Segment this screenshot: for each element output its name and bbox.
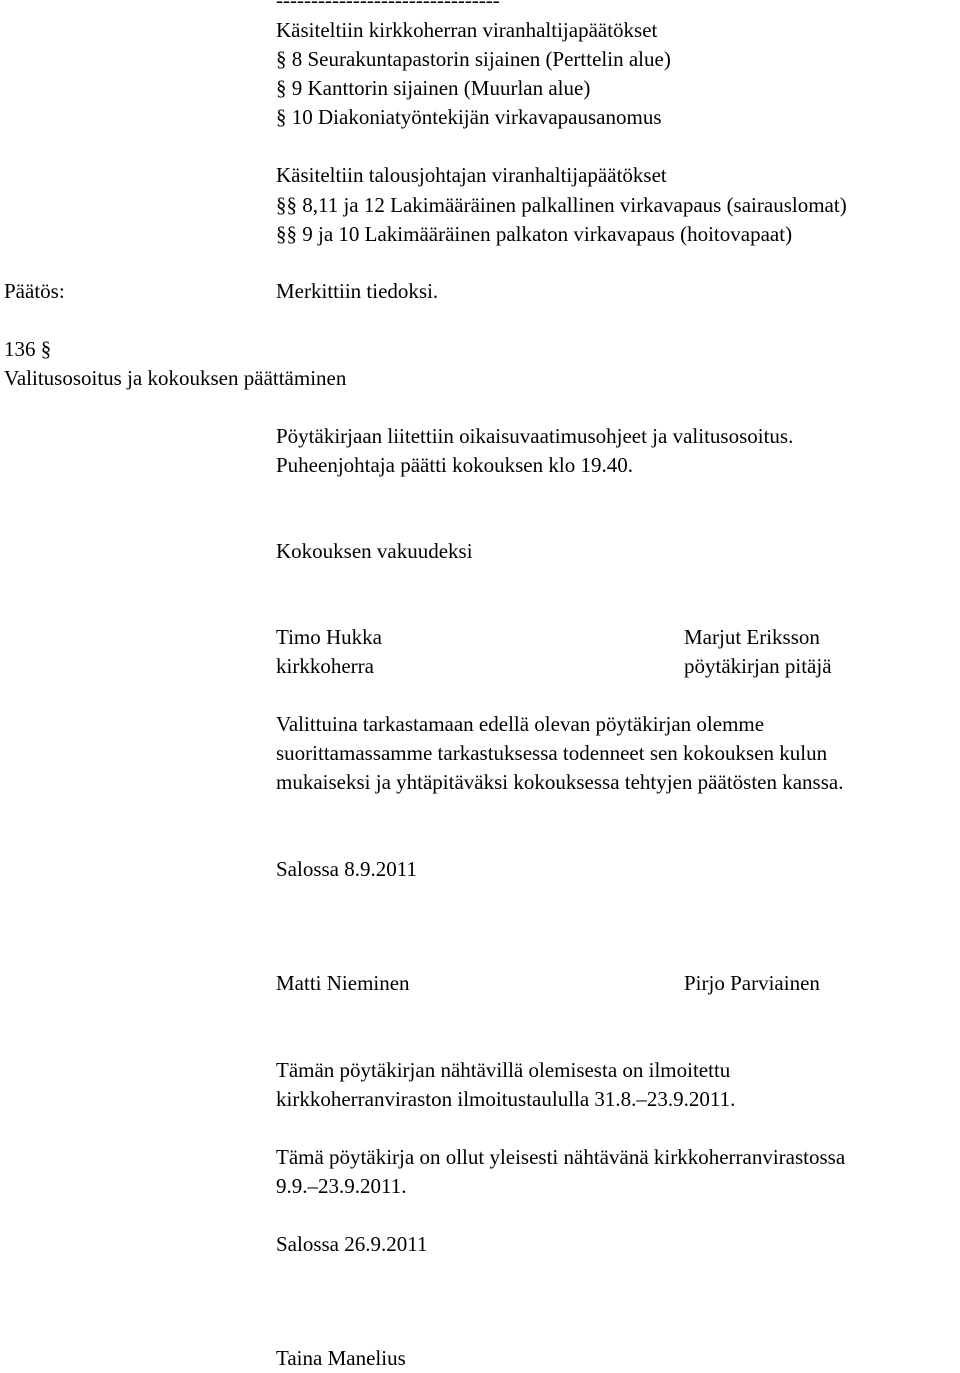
final-place-date: Salossa 26.9.2011 — [276, 1232, 428, 1256]
body-line: Pöytäkirjaan liitettiin oikaisuvaatimusohjeet ja valitusosoitus. — [276, 424, 794, 448]
top-rule: -------------------------------- — [276, 0, 500, 12]
review-place-date: Salossa 8.9.2011 — [276, 857, 417, 881]
section-number: 136 § — [4, 337, 52, 361]
section-sign: §§ — [276, 193, 297, 217]
signatory-name: Marjut Eriksson — [684, 625, 820, 649]
final-signer: Taina Manelius — [276, 1346, 406, 1370]
item-text: 8,11 ja 12 Lakimääräinen palkallinen virkavapaus (sairauslomat) — [297, 193, 847, 217]
display-line: 9.9.–23.9.2011. — [276, 1174, 407, 1198]
talous-item — [276, 220, 792, 249]
decision-label: Päätös: — [4, 279, 65, 303]
item-text: 10 Diakoniatyöntekijän virkavapausanomus — [286, 105, 662, 129]
reviewer-name: Matti Nieminen — [276, 971, 410, 995]
kirkkoherra-item — [276, 74, 590, 103]
signatory-role: pöytäkirjan pitäjä — [684, 654, 832, 678]
signatory-role: kirkkoherra — [276, 654, 374, 678]
notice-line: kirkkoherranviraston ilmoitustaululla 31.8.–23.9.2011. — [276, 1087, 736, 1111]
review-line: suorittamassamme tarkastuksessa todenneet sen kokouksen kulun — [276, 741, 828, 765]
review-line: Valittuina tarkastamaan edellä olevan pöytäkirjan olemme — [276, 712, 765, 736]
review-line: mukaiseksi ja yhtäpitäväksi kokouksessa tehtyjen päätösten kanssa. — [276, 770, 844, 794]
display-line: Tämä pöytäkirja on ollut yleisesti nähtävänä kirkkoherranvirastossa — [276, 1145, 846, 1169]
signatory-name: Timo Hukka — [276, 625, 382, 649]
section-sign: § — [276, 105, 287, 129]
kirkkoherra-item — [276, 103, 662, 132]
item-text: 9 ja 10 Lakimääräinen palkaton virkavapaus (hoitovapaat) — [297, 222, 793, 246]
attestation-heading: Kokouksen vakuudeksi — [276, 539, 473, 563]
decision-text: Merkittiin tiedoksi. — [276, 279, 439, 303]
talous-item — [276, 191, 847, 220]
reviewer-name: Pirjo Parviainen — [684, 971, 820, 995]
talous-heading: Käsiteltiin talousjohtajan viranhaltijapäätökset — [276, 163, 667, 187]
section-sign: §§ — [276, 222, 297, 246]
body-line: Puheenjohtaja päätti kokouksen klo 19.40. — [276, 453, 633, 477]
section-sign: § — [276, 47, 287, 71]
item-text: 9 Kanttorin sijainen (Muurlan alue) — [286, 76, 591, 100]
section-sign: § — [276, 76, 287, 100]
item-text: 8 Seurakuntapastorin sijainen (Perttelin alue) — [286, 47, 671, 71]
section-title: Valitusosoitus ja kokouksen päättäminen — [4, 366, 347, 390]
notice-line: Tämän pöytäkirjan nähtävillä olemisesta on ilmoitettu — [276, 1058, 731, 1082]
kirkkoherra-item — [276, 45, 671, 74]
kirkkoherra-heading: Käsiteltiin kirkkoherran viranhaltijapäätökset — [276, 18, 658, 42]
